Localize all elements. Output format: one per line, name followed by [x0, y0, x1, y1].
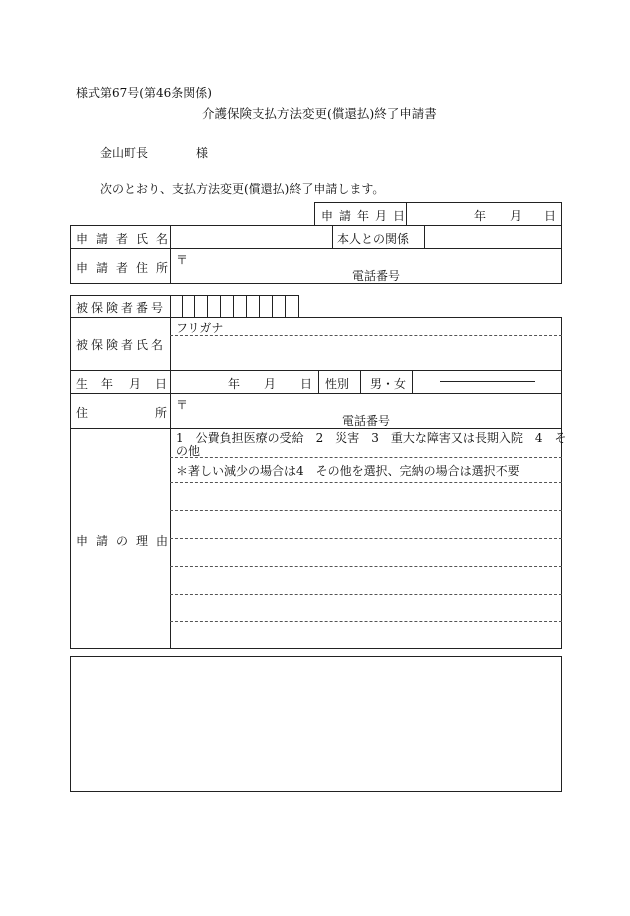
relation-field[interactable] — [426, 227, 560, 246]
intro-text: 次のとおり、支払方法変更(償還払)終了申請します。 — [100, 182, 385, 196]
birth-month: 月 — [264, 377, 277, 391]
reason-label: 申請の理由 — [76, 534, 177, 548]
blank-line — [440, 381, 535, 382]
sex-options[interactable]: 男・女 — [370, 377, 407, 391]
insured-name-field[interactable] — [172, 337, 560, 368]
birth-label-char-4: 日 — [155, 377, 168, 391]
reason-text-area[interactable] — [172, 484, 560, 647]
address-label-char-2: 所 — [155, 406, 168, 420]
insured-phone-label: 電話番号 — [342, 414, 391, 428]
furigana-field[interactable] — [230, 319, 560, 334]
applicant-phone-label: 電話番号 — [352, 269, 401, 283]
applicant-name-field[interactable] — [172, 227, 330, 246]
address-label-char-1: 住 — [76, 406, 89, 420]
insured-number-field[interactable] — [172, 297, 297, 316]
birth-label-char-2: 年 — [101, 377, 114, 391]
birth-date-field[interactable] — [172, 372, 316, 391]
addressee-name: 金山町長 — [100, 146, 149, 160]
birth-label-char-3: 月 — [129, 377, 142, 391]
insured-number-label: 被保険者番号 — [76, 301, 167, 315]
relation-label: 本人との関係 — [337, 232, 410, 246]
applicant-address-label: 申請者住所 — [76, 261, 177, 275]
applicant-postal-mark: 〒 — [176, 253, 189, 267]
insured-name-label: 被保険者氏名 — [76, 338, 167, 352]
application-date-month: 月 — [510, 209, 523, 223]
birth-label-char-1: 生 — [76, 377, 89, 391]
reason-options-line-1[interactable]: 1 公費負担医療の受給 2 災害 3 重大な障害又は長期入院 4 そ — [176, 431, 567, 445]
sex-label: 性別 — [325, 377, 350, 391]
reason-note: ＊著しい減少の場合は4 その他を選択、完納の場合は選択不要 — [176, 464, 520, 478]
application-date-day: 日 — [544, 209, 557, 223]
insured-address-field[interactable] — [172, 395, 560, 426]
applicant-name-label: 申請者氏名 — [76, 232, 177, 246]
birth-day: 日 — [300, 377, 313, 391]
addressee-honorific: 様 — [196, 146, 209, 160]
furigana-label: フリガナ — [176, 321, 224, 335]
application-date-label: 申請年月日 — [321, 209, 412, 223]
application-date-year: 年 — [474, 209, 487, 223]
form-number: 様式第67号(第46条関係) — [76, 86, 212, 100]
office-use-box — [70, 656, 562, 792]
reason-options-line-2[interactable]: の他 — [176, 444, 201, 458]
birth-year: 年 — [228, 377, 241, 391]
insured-postal-mark: 〒 — [176, 398, 189, 412]
page-title: 介護保険支払方法変更(償還払)終了申請書 — [202, 106, 437, 121]
